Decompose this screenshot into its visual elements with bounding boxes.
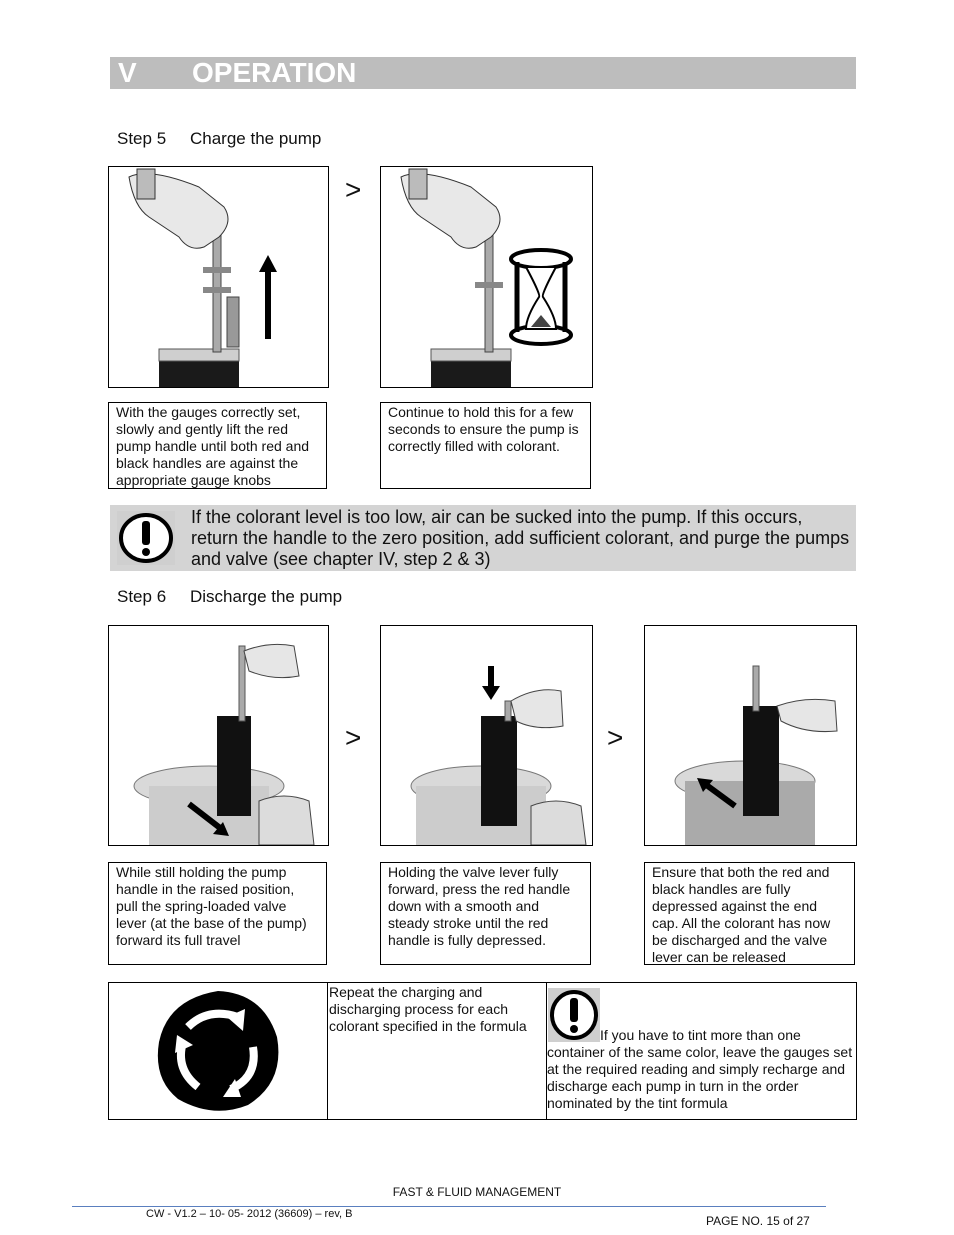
recycle-arrows-icon (153, 987, 283, 1115)
step6-photo-pull-lever (108, 625, 329, 846)
repeat-note-cell (547, 983, 856, 1119)
step6-heading (117, 587, 517, 609)
exclamation-warning-icon (117, 511, 175, 565)
step6-photo-release-lever (644, 625, 857, 846)
repeat-text: Repeat the charging and discharging process for each colorant specified in the formula (328, 983, 547, 1119)
step6-caption-2: Holding the valve lever fully forward, press the red handle down with a smooth and steady stroke until the red handle is fully depressed. (380, 862, 591, 965)
section-header-bar (110, 57, 856, 89)
step5-label: Step 5 (117, 129, 167, 148)
step5-photo-hold-hourglass (380, 166, 593, 388)
repeat-icon-cell (109, 983, 328, 1119)
step6-caption-3: Ensure that both the red and black handles are fully depressed against the end cap. All the colorant has now be discharged and the valve lever can be released (644, 862, 855, 965)
step6-caption-1: While still holding the pump handle in the raised position, pull the spring-loaded valve lever (at the base of the pump) forward its full travel (108, 862, 327, 965)
hourglass-icon (511, 250, 571, 344)
sequence-arrow: > (345, 174, 362, 205)
footer-page-number: PAGE NO. 15 of 27 (706, 1214, 810, 1228)
step5-caption-2: Continue to hold this for a few seconds to ensure the pump is correctly filled with colorant. (380, 402, 591, 489)
footer-version: CW - V1.2 – 10- 05- 2012 (36609) – rev, B (146, 1208, 353, 1220)
repeat-note-text: If you have to tint more than one container of the same color, leave the gauges set at the required reading and simply recharge and discharge each pump in turn in the order nominated by the tint formula (547, 1027, 853, 1111)
step6-title: Discharge the pump (190, 587, 343, 606)
warning-banner (110, 505, 856, 571)
step5-title: Charge the pump (190, 129, 322, 148)
footer-divider (72, 1206, 826, 1207)
sequence-arrow: > (607, 722, 624, 753)
step6-label: Step 6 (117, 587, 167, 606)
repeat-instructions-box (108, 982, 857, 1120)
step5-heading (117, 129, 517, 151)
step5-photo-lift-handle (108, 166, 329, 388)
sequence-arrow: > (345, 722, 362, 753)
section-number: V (118, 57, 137, 88)
step6-photo-press-handle (380, 625, 593, 846)
warning-text: If the colorant level is too low, air can be sucked into the pump. If this occurs, return the handle to the zero position, add sufficient colorant, and purge the pumps and valve (see chapter IV, step 2 & 3) (191, 507, 850, 569)
footer-company: FAST & FLUID MANAGEMENT (392, 1185, 562, 1199)
step5-caption-1: With the gauges correctly set, slowly and gently lift the red pump handle until both red and black handles are against the appropriate gauge knobs (108, 402, 327, 489)
section-title: OPERATION (192, 57, 357, 88)
